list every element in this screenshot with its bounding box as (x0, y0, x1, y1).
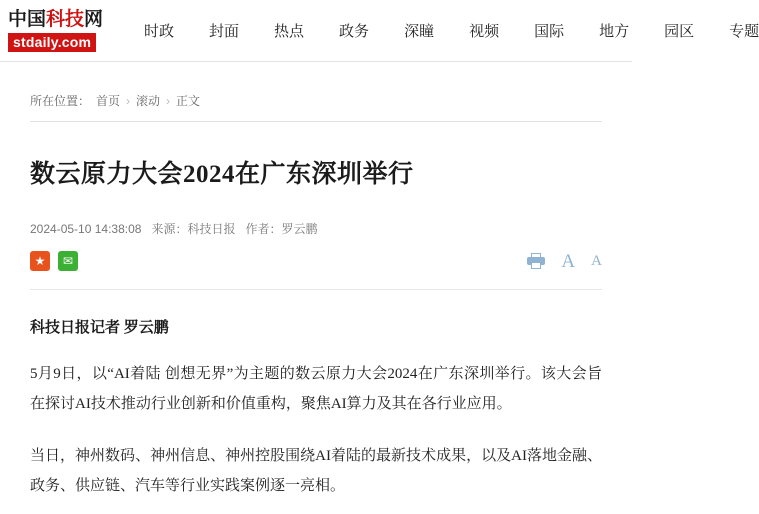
logo-domain-text: stdaily.com (8, 33, 96, 52)
article-source: 来源：科技日报 (151, 222, 236, 236)
content-divider (30, 289, 602, 290)
breadcrumb-separator-icon: › (126, 93, 131, 108)
logo-text-part1: 中国 (8, 8, 47, 30)
nav-item-zhuanti[interactable]: 专题 (729, 23, 759, 40)
breadcrumb-divider (30, 121, 602, 122)
nav-item-shipin[interactable]: 视频 (469, 23, 500, 40)
main-navigation (144, 14, 759, 47)
article-paragraph-1: 5月9日，以“AI着陆 创想无界”为主题的数云原力大会2024在广东深圳举行。该大会旨在探讨AI技术推动行业创新和价值重构，聚焦AI算力及其在各行业应用。 (30, 366, 602, 412)
breadcrumb-label: 所在位置： (30, 94, 91, 108)
share-icons (30, 251, 78, 271)
nav-item-yuanqu[interactable]: 园区 (664, 23, 695, 40)
print-icon[interactable] (527, 253, 545, 269)
logo-text-part2: 科技 (46, 8, 85, 30)
article-tools (30, 251, 602, 289)
sina-weibo-icon[interactable]: ★ (30, 251, 50, 271)
nav-item-guoji[interactable]: 国际 (534, 23, 565, 40)
nav-item-shentong[interactable]: 深瞳 (404, 23, 435, 40)
breadcrumb (30, 92, 602, 121)
font-size-increase-button[interactable]: A (561, 250, 576, 272)
logo-chinese-text (8, 10, 103, 29)
breadcrumb-separator-icon: › (166, 93, 171, 108)
nav-item-difang[interactable]: 地方 (599, 23, 630, 40)
article-paragraph-2: 当日，神州数码、神州信息、神州控股围绕AI着陆的最新技术成果，以及AI落地金融、政务、供应链、汽车等行业实践案例逐一亮相。 (30, 448, 602, 494)
article-container (0, 92, 632, 501)
breadcrumb-item-scroll[interactable]: 滚动 (136, 94, 161, 108)
article-meta (30, 220, 602, 237)
font-size-decrease-button[interactable]: A (591, 252, 602, 269)
article-datetime: 2024-05-10 14:38:08 (30, 221, 142, 236)
nav-item-fengmian[interactable]: 封面 (209, 23, 240, 40)
wechat-icon[interactable]: ✉ (58, 251, 78, 271)
site-header (0, 0, 759, 62)
breadcrumb-item-home[interactable]: 首页 (96, 94, 121, 108)
site-logo[interactable] (8, 10, 112, 52)
article-byline: 科技日报记者 罗云鹏 (30, 320, 169, 336)
reading-tools (527, 252, 602, 271)
logo-text-part3: 网 (84, 8, 104, 30)
nav-item-shizheng[interactable]: 时政 (144, 23, 175, 40)
article-author: 作者：罗云鹏 (245, 222, 318, 236)
nav-item-redian[interactable]: 热点 (274, 23, 305, 40)
page-title: 数云原力大会2024在广东深圳举行 (30, 161, 414, 188)
breadcrumb-item-article: 正文 (176, 94, 201, 108)
nav-item-zhengwu[interactable]: 政务 (339, 23, 370, 40)
